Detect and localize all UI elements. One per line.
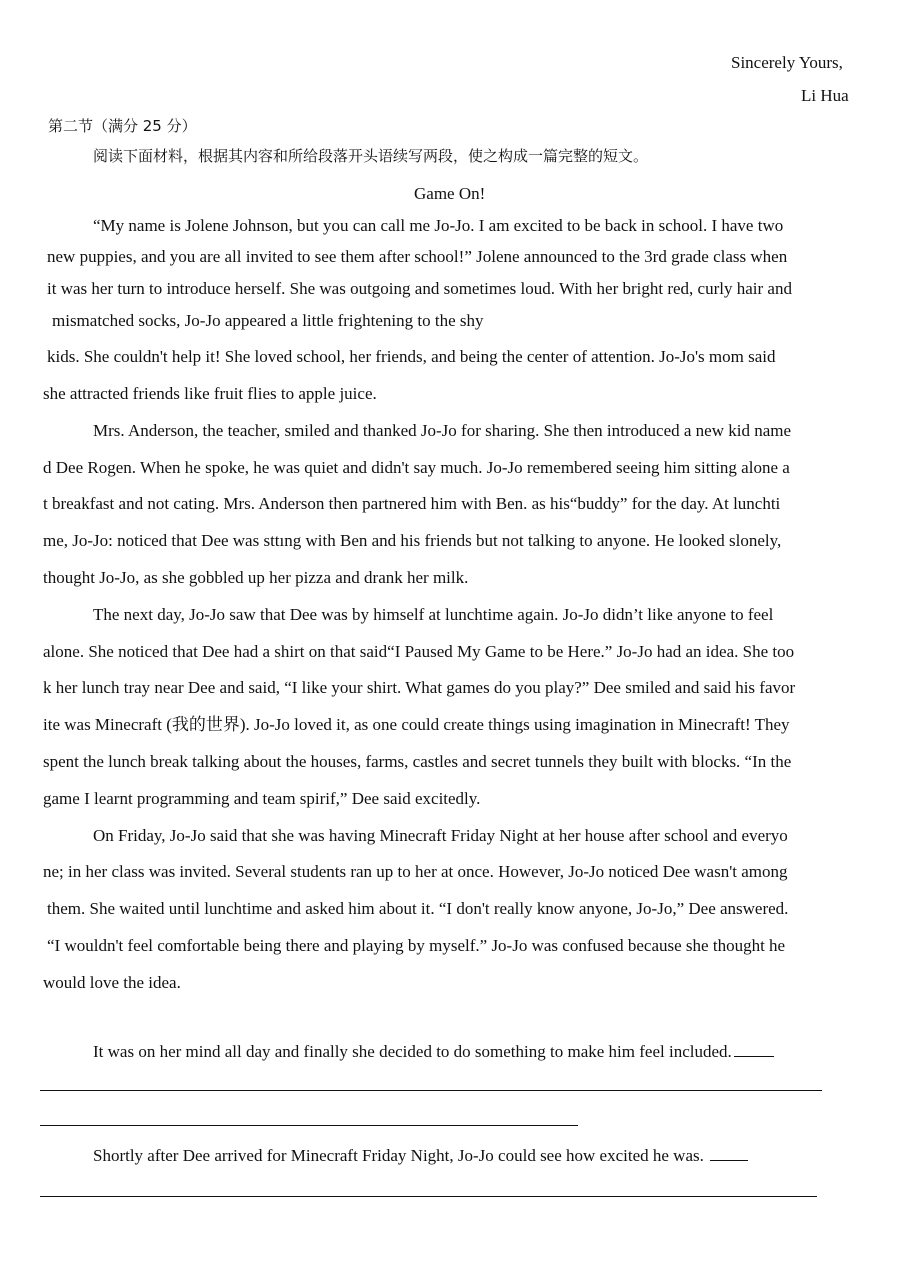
answer-line[interactable] (40, 1196, 817, 1197)
story-line: kids. She couldn't help it! She loved school, her friends, and being the center of attention. Jo-Jo's mom said (47, 347, 776, 366)
story-line: k her lunch tray near Dee and said, “I like your shirt. What games do you play?” Dee smiled and said his favor (43, 678, 796, 697)
closing-salutation: Sincerely Yours, (731, 53, 843, 72)
story-line: ne; in her class was invited. Several students ran up to her at once. However, Jo-Jo noticed Dee wasn't among (43, 862, 788, 881)
story-title: Game On! (414, 184, 486, 203)
story-line: The next day, Jo-Jo saw that Dee was by himself at lunchtime again. Jo-Jo didn’t like anyone to feel (93, 605, 774, 624)
story-line: me, Jo-Jo: noticed that Dee was sttıng with Ben and his friends but not talking to anyone. He looked slonely, (43, 531, 782, 550)
story-line: thought Jo-Jo, as she gobbled up her pizza and drank her milk. (43, 568, 469, 587)
answer-line[interactable] (40, 1090, 822, 1091)
story-line: “My name is Jolene Johnson, but you can call me Jo-Jo. I am excited to be back in school. I have two (93, 216, 784, 235)
prompt-second-text: Shortly after Dee arrived for Minecraft Friday Night, Jo-Jo could see how excited he was. (93, 1146, 704, 1165)
story-line: game I learnt programming and team spirif,” Dee said excitedly. (43, 789, 481, 808)
story-line: it was her turn to introduce herself. She was outgoing and sometimes loud. With her bright red, curly hair and (47, 279, 792, 298)
section-instruction: 阅读下面材料，根据其内容和所给段落开头语续写两段，使之构成一篇完整的短文。 (93, 147, 649, 165)
prompt-first-text: It was on her mind all day and finally she decided to do something to make him feel included. (93, 1042, 732, 1061)
story-line: “I wouldn't feel comfortable being there and playing by myself.” Jo-Jo was confused because she thought he (47, 936, 786, 955)
story-line: d Dee Rogen. When he spoke, he was quiet and didn't say much. Jo-Jo remembered seeing him sitting alone a (43, 458, 790, 477)
story-line: she attracted friends like fruit flies to apple juice. (43, 384, 377, 403)
story-line: would love the idea. (43, 973, 181, 992)
story-line: t breakfast and not cating. Mrs. Anderson then partnered him with Ben. as his“buddy” for the day. At lunchti (43, 494, 781, 513)
story-line: Mrs. Anderson, the teacher, smiled and thanked Jo-Jo for sharing. She then introduced a new kid name (93, 421, 792, 440)
section-heading: 第二节（满分 25 分） (48, 117, 197, 135)
story-line: new puppies, and you are all invited to see them after school!” Jolene announced to the 3rd grade class when (47, 247, 788, 266)
closing-name: Li Hua (801, 86, 849, 105)
story-line: them. She waited until lunchtime and asked him about it. “I don't really know anyone, Jo-Jo,” Dee answered. (47, 899, 789, 918)
prompt-first (93, 1040, 774, 1062)
answer-blank[interactable] (734, 1040, 774, 1057)
story-line: alone. She noticed that Dee had a shirt on that said“I Paused My Game to be Here.” Jo-Jo had an idea. She too (43, 642, 795, 661)
story-line: On Friday, Jo-Jo said that she was having Minecraft Friday Night at her house after school and everyo (93, 826, 788, 845)
story-line: ite was Minecraft (我的世界). Jo-Jo loved it, as one could create things using imagination in Minecraft! They (43, 715, 790, 734)
story-line: spent the lunch break talking about the houses, farms, castles and secret tunnels they built with blocks. “In the (43, 752, 792, 771)
story-line: mismatched socks, Jo-Jo appeared a little frightening to the shy (52, 311, 484, 330)
answer-line[interactable] (40, 1125, 578, 1126)
answer-blank[interactable] (710, 1144, 748, 1161)
prompt-second (93, 1144, 748, 1166)
